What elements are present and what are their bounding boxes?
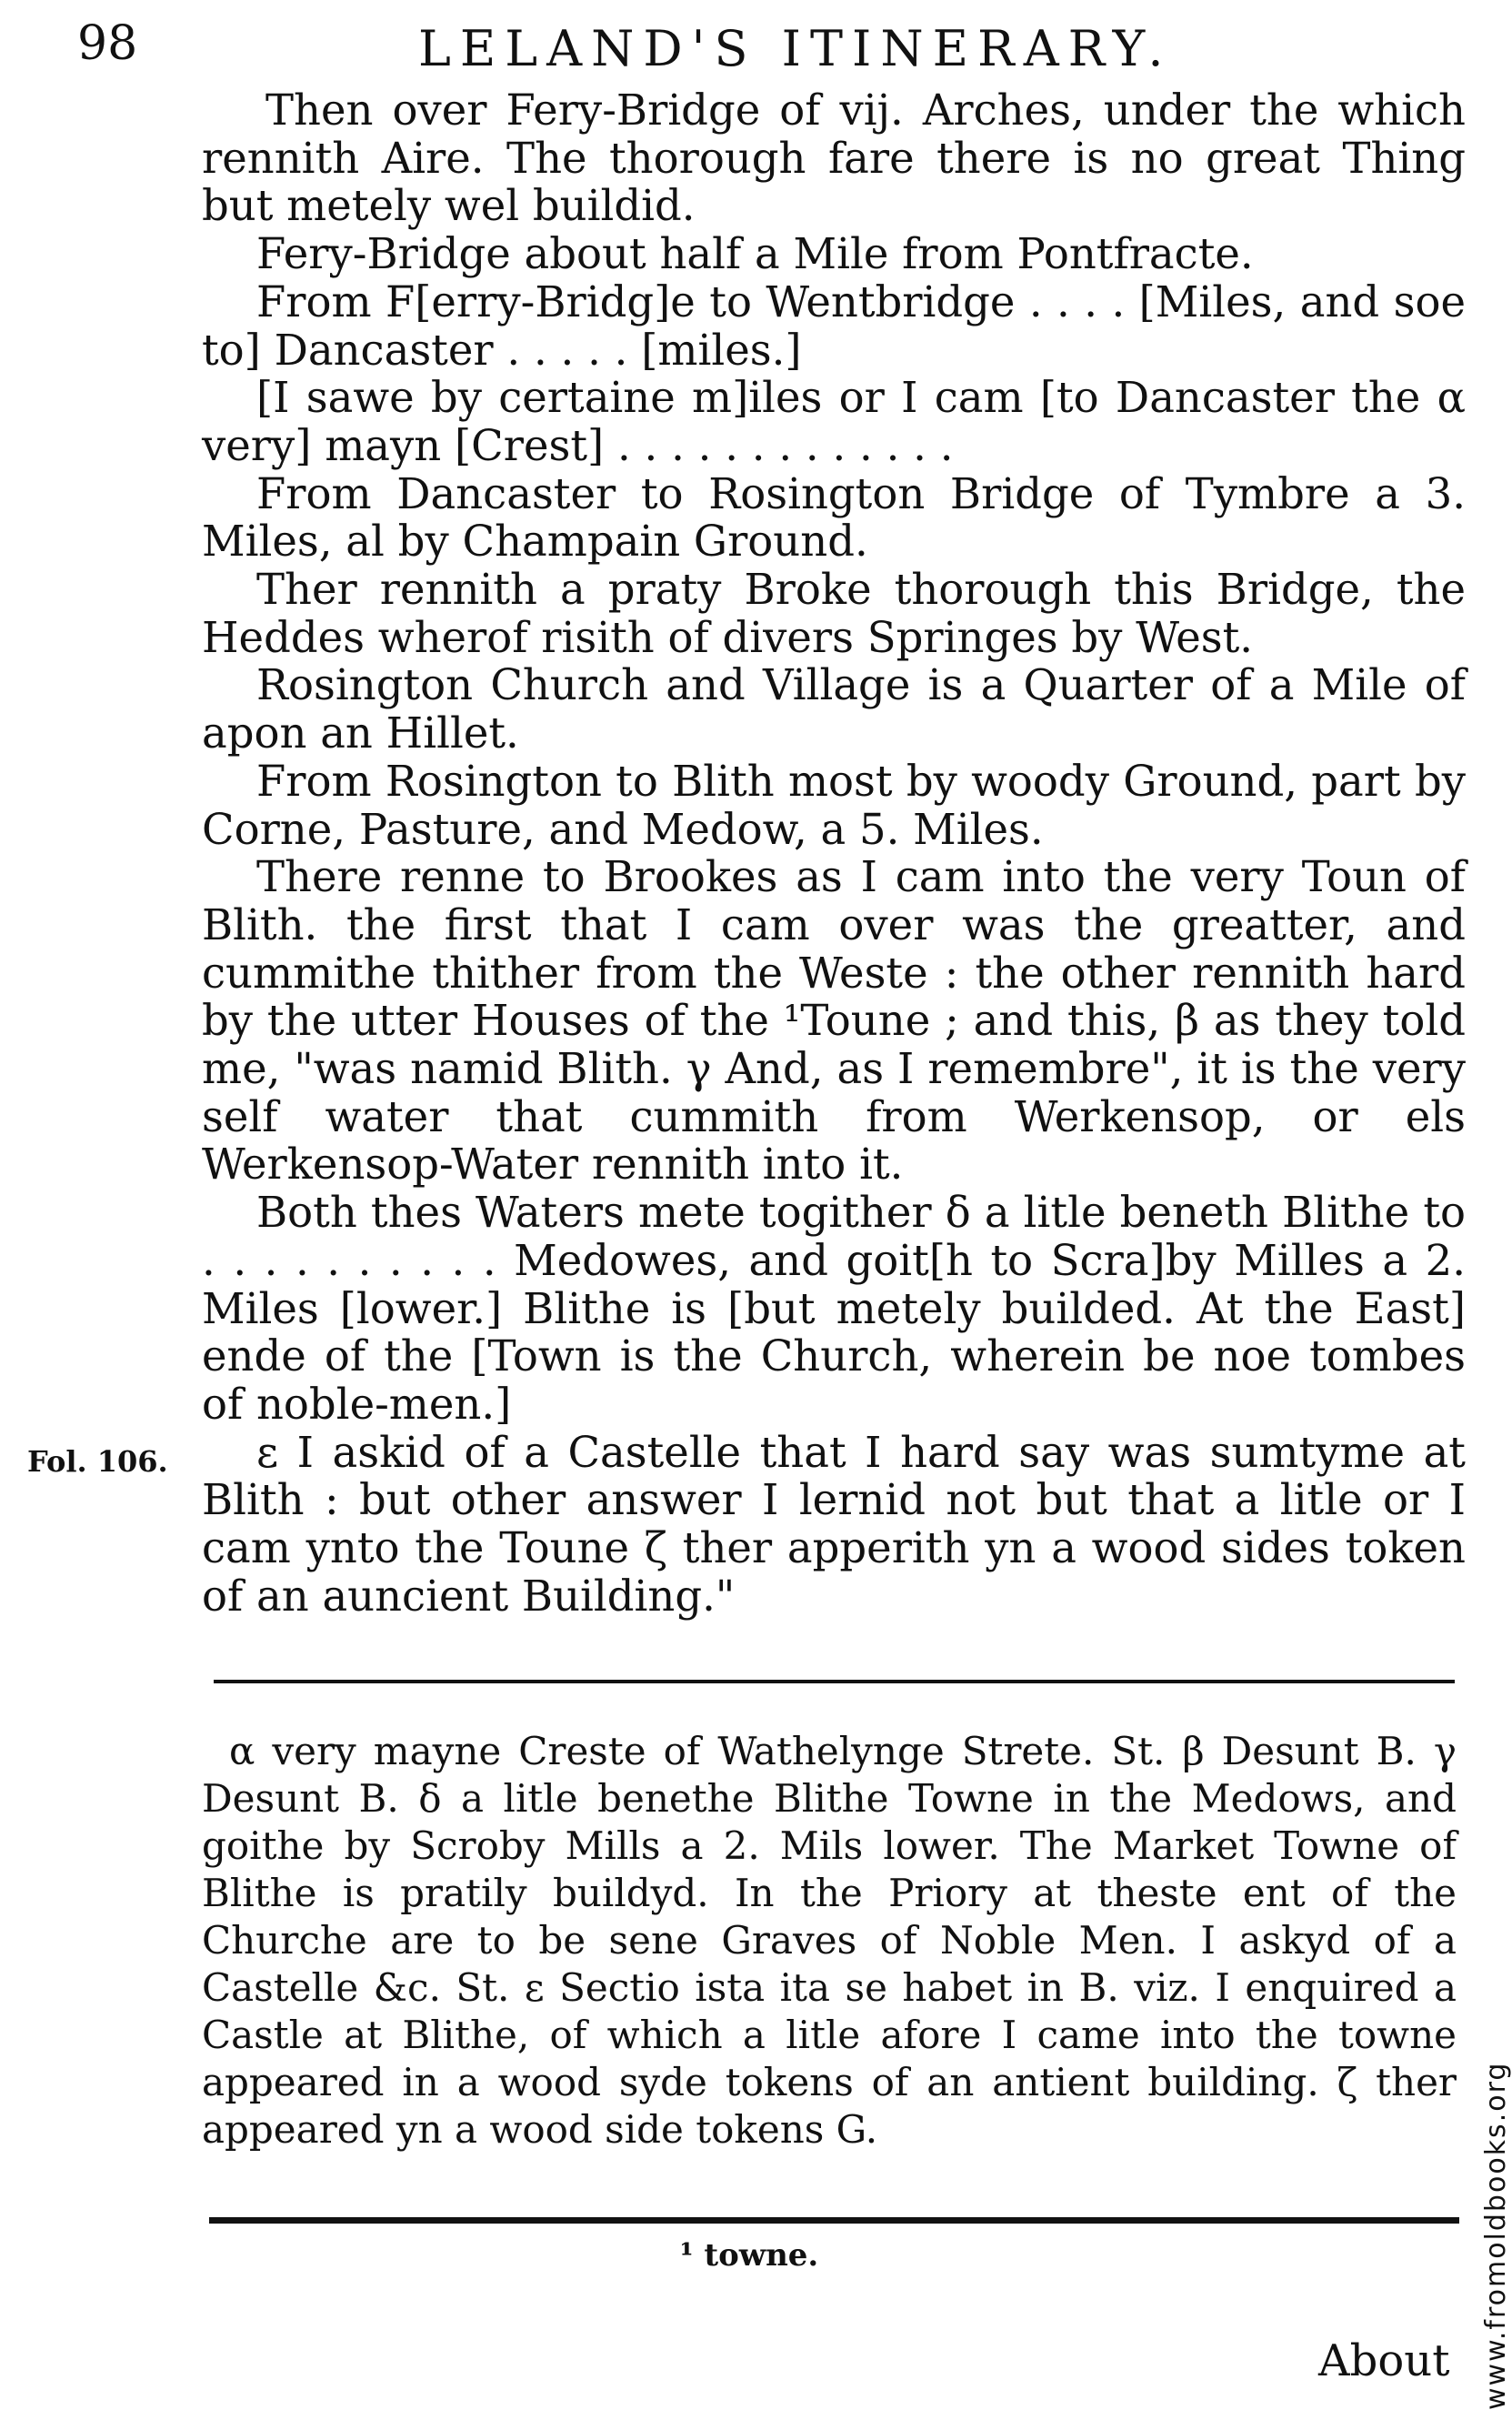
paragraph: Fery-Bridge about half a Mile from Pontfracte.	[256, 229, 1254, 279]
running-title: LELAND'S ITINERARY.	[418, 20, 1173, 77]
divider-rule	[214, 1680, 1455, 1683]
paragraph: Then over Fery-Bridge of vij. Arches, under the which rennith Aire. The thorough fare there is no great Thing but metely wel buildid.	[202, 85, 1466, 231]
watermark-text: www.fromoldbooks.org	[1480, 2061, 1512, 2410]
paragraph: From F[erry-Bridg]e to Wentbridge . . . . [Miles, and soe to] Dancaster . . . . . [miles.]	[202, 276, 1466, 375]
paragraph: [I sawe by certaine m]iles or I cam [to Dancaster the α very] mayn [Crest] . . . . . . . . . . . . .	[202, 373, 1466, 470]
paragraph: From Dancaster to Rosington Bridge of Tymbre a 3. Miles, al by Champain Ground.	[202, 468, 1466, 567]
margin-note: Fol. 106.	[27, 1444, 168, 1479]
catchword: About	[1318, 2335, 1450, 2386]
paragraph: Rosington Church and Village is a Quarter of a Mile of apon an Hillet.	[202, 660, 1466, 758]
footnote: ¹ towne.	[679, 2237, 819, 2274]
paragraph: ε I askid of a Castelle that I hard say was sumtyme at Blith : but other answer I lernid not but that a litle or I cam ynto the Toune ζ ther apperith yn a wood sides token of an auncient Building."	[202, 1427, 1466, 1621]
paragraph: There renne to Brookes as I cam into the very Toun of Blith. the first that I cam over was the greatter, and cummithe thither from the Weste : the other rennith hard by the utter Houses of the ¹Toune ; and this, β as they told me, "was namid Blith. γ And, as I remembre", it is the very self water that cummith from Werkensop, or els Werkensop-Water rennith into it.	[202, 852, 1466, 1190]
paragraph: From Rosington to Blith most by woody Ground, part by Corne, Pasture, and Medow, a 5. Miles.	[202, 756, 1466, 854]
note-paragraph: α very mayne Creste of Wathelynge Strete. St. β Desunt B. γ Desunt B. δ a litle benethe Blithe Towne in the Medows, and goithe by Scroby Mills a 2. Mils lower. The Market Towne of Blithe is pratily buildyd. In the Priory at theste ent of the Churche are to be sene Graves of Noble Men. I askyd of a Castelle &c. St. ε Sectio ista ita se habet in B. viz. I enquired a Castle at Blithe, of which a litle afore I came into the towne appeared in a wood syde tokens of an antient building. ζ ther appeared yn a wood side tokens G.	[202, 1729, 1457, 2152]
paragraph: Ther rennith a praty Broke thorough this Bridge, the Heddes wherof risith of divers Springes by West.	[202, 565, 1466, 662]
main-text	[202, 86, 1466, 1621]
paragraph: Both thes Waters mete togither δ a litle beneth Blithe to . . . . . . . . . . Medowes, and goit[h to Scra]by Milles a 2. Miles [lower.] Blithe is [but metely builded. At the East] ende of the [Town is the Church, wherein be noe tombes of noble-men.]	[202, 1188, 1466, 1429]
divider-rule	[209, 2217, 1459, 2224]
page-number: 98	[77, 16, 138, 71]
variant-notes	[202, 1728, 1457, 2154]
